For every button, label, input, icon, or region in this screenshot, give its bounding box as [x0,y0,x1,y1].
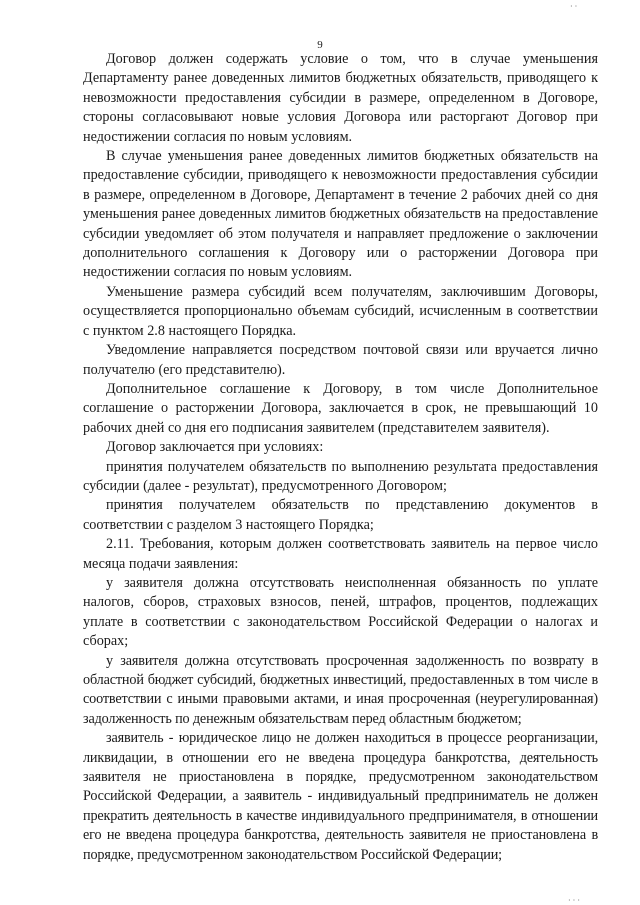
document-body [83,50,598,865]
paragraph-limit-reduction: В случае уменьшения ранее доведенных лимитов бюджетных обязательств на предоставление субсидии, приводящего к невозможности предоставления субсидии в размере, определенном в Договоре, Департамент в течение 2 рабочих дней со дня уменьшения ранее доведенных лимитов бюджетных обязательств на предоставление субсидии уведомляет об этом получателя и направляет предложение о заключении дополнительного соглашения к Договору или о расторжении Договора при недостижении согласия по новым условиям. [83,148,598,281]
paragraph-legal-status-requirement: заявитель - юридическое лицо не должен находиться в процессе реорганизации, ликвидации, в отношении его не введена процедура банкротства, деятельность заявителя не приостановлена в порядке, предусмотренном законодательством Российской Федерации, а заявитель - индивидуальный предприниматель не должен прекратить деятельность в качестве индивидуального предпринимателя, в отношении его не введена процедура банкротства, деятельность заявителя не приостановлена в порядке, предусмотренном законодательством Российской Федерации; [83,730,598,863]
paragraph-section-2-11: 2.11. Требования, которым должен соответствовать заявитель на первое число месяца подачи заявления: [83,536,598,572]
paragraph-contract-condition: Договор должен содержать условие о том, что в случае уменьшения Департаменту ранее доведенных лимитов бюджетных обязательств, приводящего к невозможности предоставления субсидии в размере, определенном в Договоре, стороны согласовывают новые условия Договора или расторгают Договор при недостижении согласия по новым условиям. [83,51,598,145]
page-number: 9 [317,39,323,51]
paragraph-result-obligation: принятия получателем обязательств по выполнению результата предоставления субсидии (далее - результат), предусмотренного Договором; [83,458,598,494]
paragraph-contract-conditions-intro: Договор заключается при условиях: [106,439,324,456]
scan-speck: · · [570,2,578,11]
paragraph-tax-requirement: у заявителя должна отсутствовать неисполненная обязанность по уплате налогов, сборов, страховых взносов, пеней, штрафов, процентов, подлежащих уплате в соответствии с законодательством Российской Федерации о налогах и сборах; [83,574,598,650]
paragraph-documents-obligation: принятия получателем обязательств по представлению документов в соответствии с разделом 3 настоящего Порядка; [83,497,598,533]
paragraph-additional-agreement: Дополнительное соглашение к Договору, в том числе Дополнительное соглашение о расторжении Договора, заключается в срок, не превышающий 10 рабочих дней со дня его подписания заявителем (представителем заявителя). [83,380,598,436]
paragraph-proportional-reduction: Уменьшение размера субсидий всем получателям, заключившим Договоры, осуществляется пропорционально объемам субсидий, исчисленным в соответствии с пунктом 2.8 настоящего Порядка. [83,283,598,339]
scan-speck: · · · [568,896,580,905]
paragraph-debt-requirement: у заявителя должна отсутствовать просроченная задолженность по возврату в областной бюджет субсидий, бюджетных инвестиций, предоставленных в том числе в соответствии с иными правовыми актами, и иная просроченная (неурегулированная) задолженность по денежным обязательствам перед областным бюджетом; [83,652,598,727]
paragraph-notification: Уведомление направляется посредством почтовой связи или вручается лично получателю (его представителю). [83,342,598,378]
